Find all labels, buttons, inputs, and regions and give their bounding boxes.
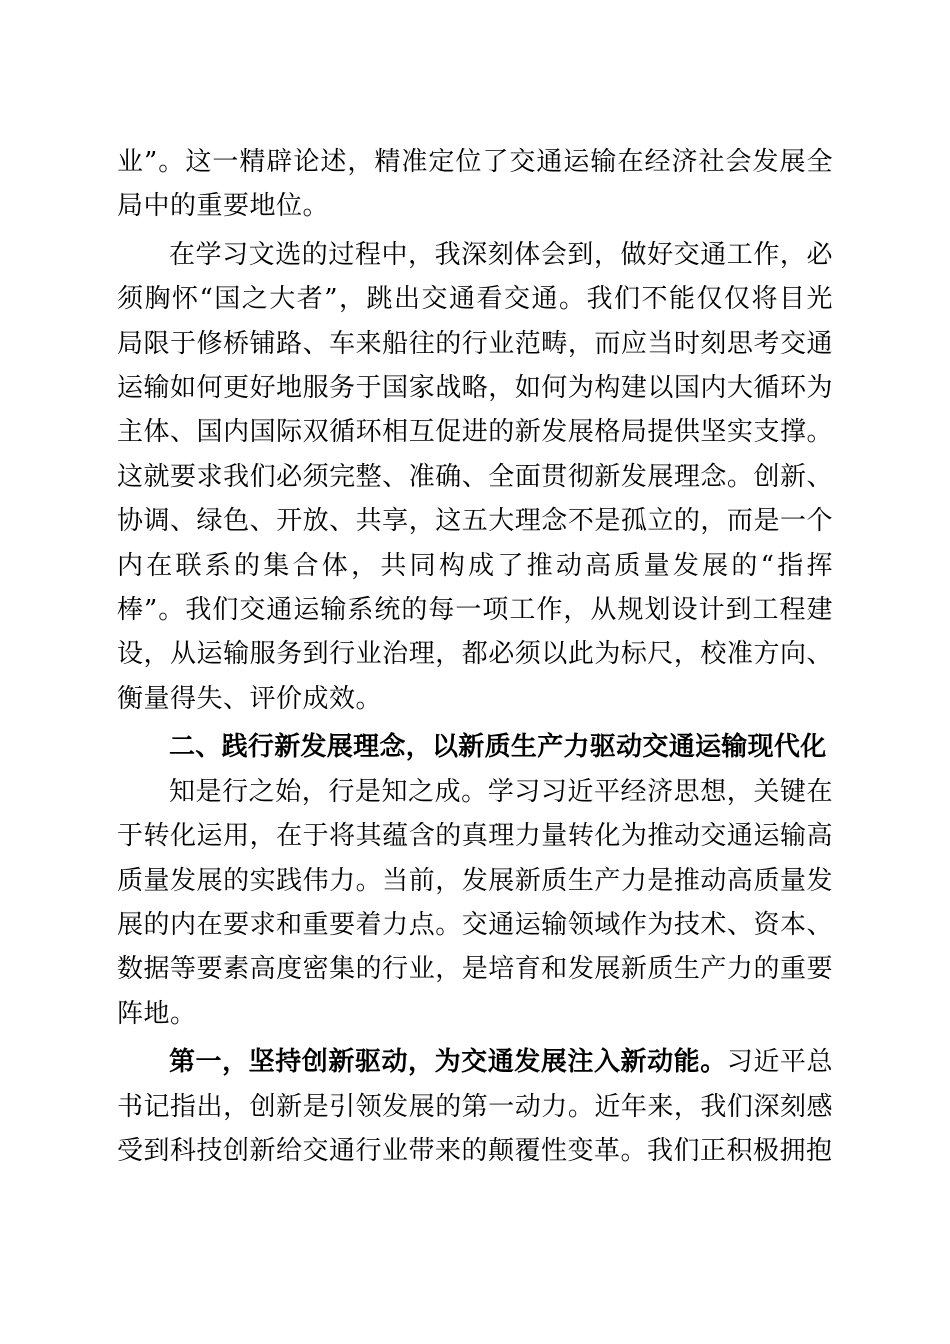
point-one-lead: 第一，坚持创新驱动，为交通发展注入新动能。 [169,1047,727,1078]
paragraph-section-intro: 知是行之始，行是知之成。学习习近平经济思想，关键在于转化运用，在于将其蕴含的真理力量转化为推动交通运输高质量发展的实践伟力。当前，发展新质生产力是推动高质量发展的内在要求和重要着力点。交通运输领域作为技术、资本、数据等要素高度密集的行业，是培育和发展新质生产力的重要阵地。 [117,776,833,1029]
point-one-text: 习近平总书记指出，创新是引领发展的第一动力。近年来，我们深刻感受到科技创新给交通行业带来的颠覆性变革。我们正积极拥抱 [117,1047,833,1166]
document-body [117,140,833,1173]
paragraph-continuation: 业”。这一精辟论述，精准定位了交通运输在经济社会发展全局中的重要地位。 [117,147,833,222]
paragraph-reflection: 在学习文选的过程中，我深刻体会到，做好交通工作，必须胸怀“国之大者”，跳出交通看交通。我们不能仅仅将目光局限于修桥铺路、车来船往的行业范畴，而应当时刻思考交通运输如何更好地服务于国家战略，如何为构建以国内大循环为主体、国内国际双循环相互促进的新发展格局提供坚实支撑。这就要求我们必须完整、准确、全面贯彻新发展理念。创新、协调、绿色、开放、共享，这五大理念不是孤立的，而是一个内在联系的集合体，共同构成了推动高质量发展的“指挥棒”。我们交通运输系统的每一项工作，从规划设计到工程建设，从运输服务到行业治理，都必须以此为标尺，校准方向、衡量得失、评价成效。 [117,239,833,714]
section-heading: 二、践行新发展理念，以新质生产力驱动交通运输现代化 [169,732,827,763]
paragraph-point-one [117,1040,833,1173]
